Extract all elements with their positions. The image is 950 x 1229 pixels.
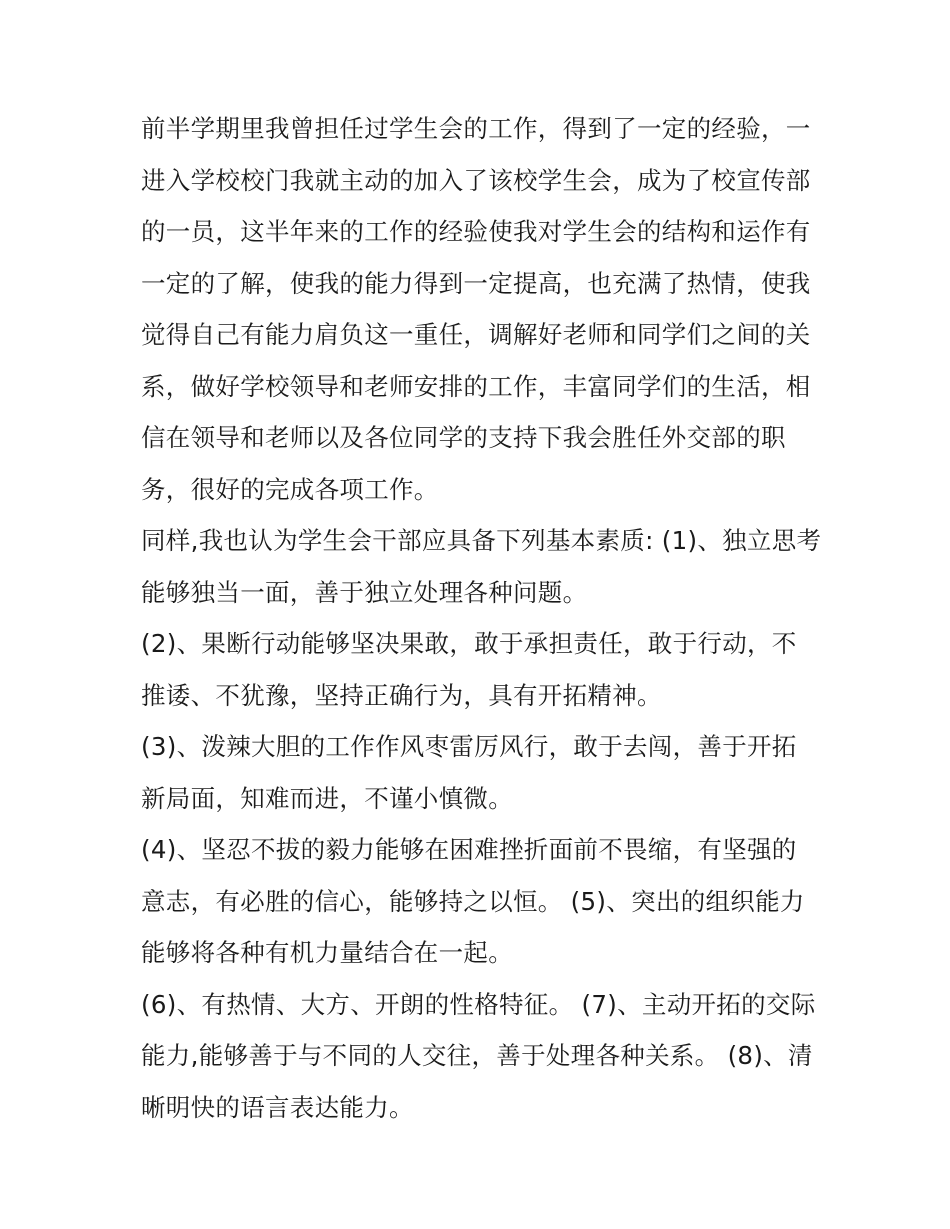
text-line: 进入学校校门我就主动的加入了该校学生会，成为了校宣传部 — [141, 165, 811, 195]
text-line: (3)、泼辣大胆的工作作风枣雷厉风行，敢于去闯，善于开拓 — [141, 732, 797, 761]
text-line: 同样,我也认为学生会干部应具备下列基本素质: (1)、独立思考 — [141, 526, 822, 555]
text-line: 觉得自己有能力肩负这一重任，调解好老师和同学们之间的关 — [141, 320, 811, 349]
text-line: (6)、有热情、大方、开朗的性格特征。 (7)、主动开拓的交际 — [141, 989, 816, 1019]
text-line: 晰明快的语言表达能力。 — [141, 1092, 414, 1122]
text-line: 意志，有必胜的信心，能够持之以恒。 (5)、突出的组织能力 — [141, 886, 805, 916]
text-line: 能力,能够善于与不同的人交往，善于处理各种关系。 (8)、清 — [141, 1041, 813, 1070]
text-line: (2)、果断行动能够坚决果敢，敢于承担责任，敢于行动，不 — [141, 629, 797, 658]
document-body — [141, 103, 821, 1133]
text-line: 务，很好的完成各项工作。 — [141, 474, 439, 504]
text-line: 的一员，这半年来的工作的经验使我对学生会的结构和运作有 — [141, 217, 811, 246]
text-line: 能够将各种有机力量结合在一起。 — [141, 938, 513, 967]
text-line: 系，做好学校领导和老师安排的工作，丰富同学们的生活，相 — [141, 371, 811, 401]
text-line: 推诿、不犹豫，坚持正确行为，具有开拓精神。 — [141, 680, 662, 710]
text-line: 前半学期里我曾担任过学生会的工作，得到了一定的经验，一 — [141, 114, 811, 143]
text-line: 新局面，知难而进，不谨小慎微。 — [141, 783, 513, 813]
text-line: (4)、坚忍不拔的毅力能够在困难挫折面前不畏缩，有坚强的 — [141, 835, 797, 864]
text-line: 一定的了解，使我的能力得到一定提高，也充满了热情，使我 — [141, 268, 811, 298]
text-line: 能够独当一面，善于独立处理各种问题。 — [141, 577, 588, 607]
text-line: 信在领导和老师以及各位同学的支持下我会胜任外交部的职 — [141, 423, 786, 452]
